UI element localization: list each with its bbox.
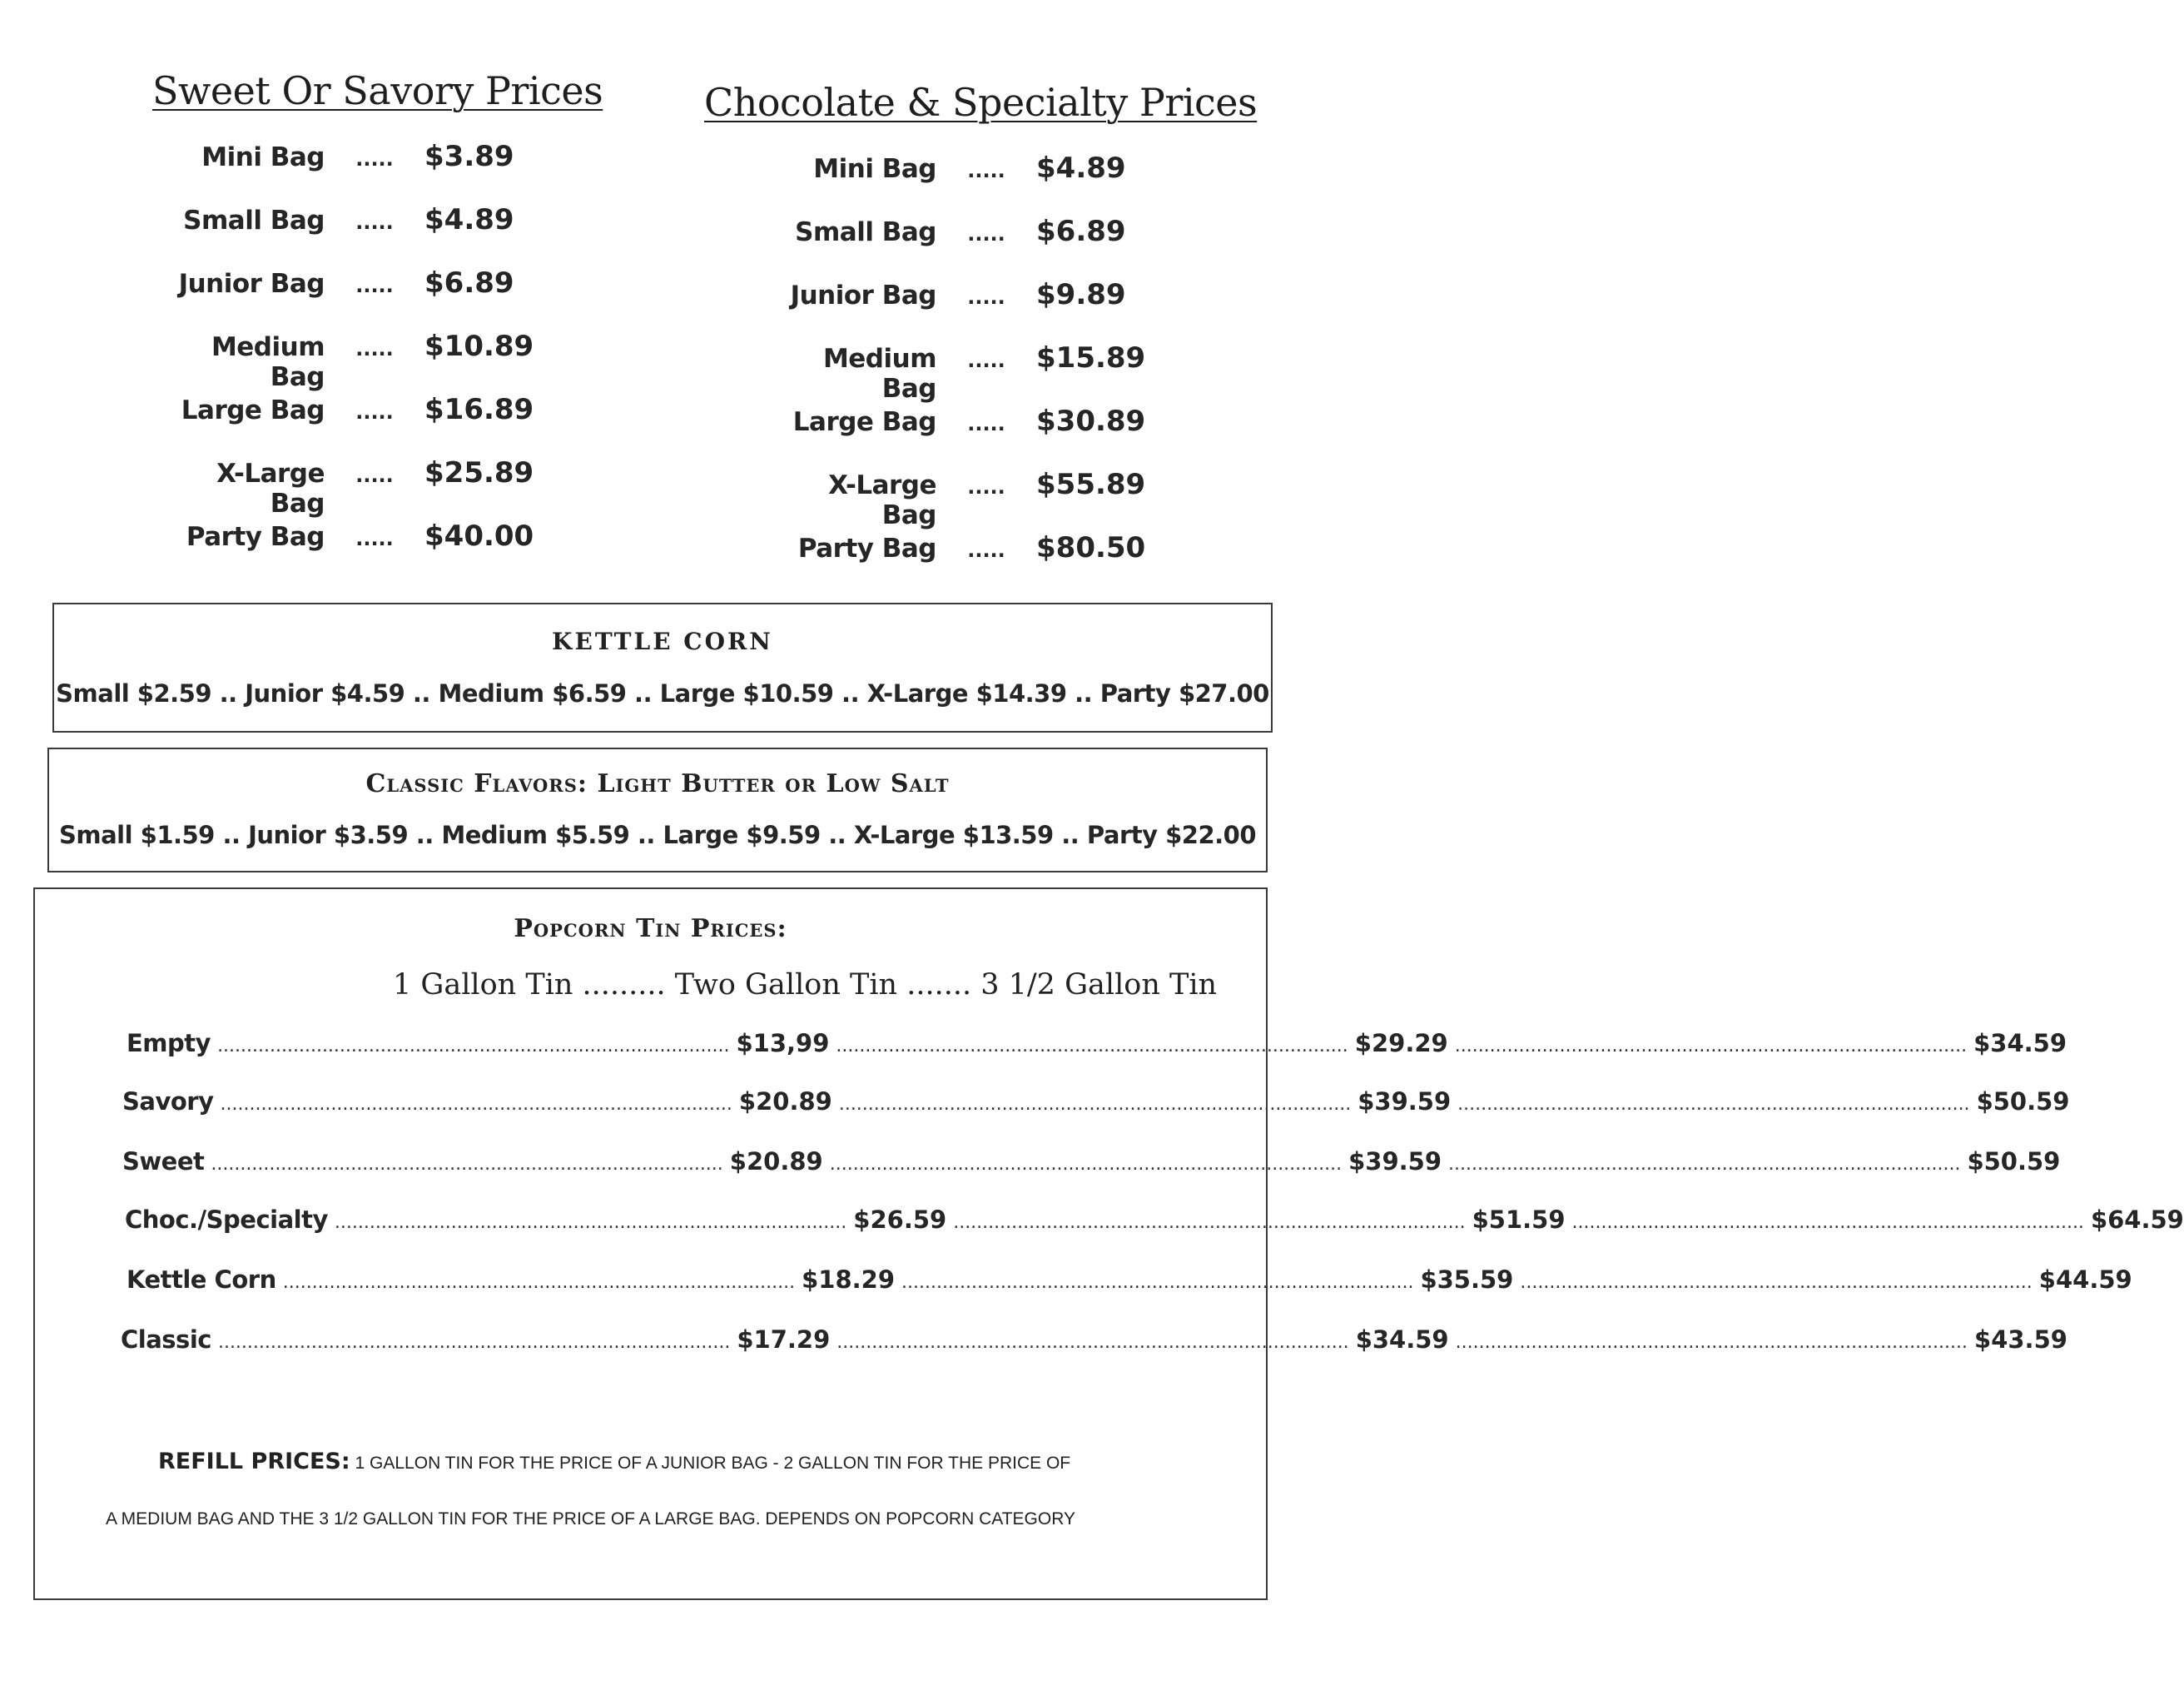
bag-price: $16.89 <box>424 393 534 426</box>
tin-price-1-gallon: $20.89 <box>738 1087 832 1116</box>
tin-size-header: 1 Gallon Tin ......... Two Gallon Tin ....... 3 1/2 Gallon Tin <box>393 968 1218 1002</box>
bag-price: $15.89 <box>1036 341 1146 375</box>
tin-row <box>127 1029 2067 1087</box>
kettle-corn-box <box>52 603 1273 733</box>
leader-dots: ........................................................................................ <box>334 1212 847 1233</box>
tin-price-2-gallon: $35.59 <box>1420 1265 1514 1294</box>
leader-dots: ..... <box>355 147 394 171</box>
tin-price-3-5-gallon: $34.59 <box>1973 1029 2067 1057</box>
bag-price: $6.89 <box>1036 215 1126 248</box>
classic-flavors-box <box>47 748 1268 872</box>
bag-size: X-Large Bag <box>828 470 936 530</box>
tin-category: Sweet <box>122 1147 205 1176</box>
tin-category: Savory <box>122 1087 214 1116</box>
leader-dots: ........................................................................................ <box>217 1036 730 1056</box>
popcorn-tin-title: Popcorn Tin Prices: <box>514 914 787 943</box>
leader-dots: ..... <box>355 400 394 424</box>
tin-row <box>121 1325 2067 1384</box>
tin-category: Kettle Corn <box>127 1265 276 1294</box>
bag-size: X-Large Bag <box>216 459 325 519</box>
refill-prices-label: REFILL PRICES: <box>158 1449 350 1474</box>
leader-dots: ........................................................................................ <box>836 1036 1348 1056</box>
bag-size: Party Bag <box>797 534 936 564</box>
leader-dots: ........................................................................................ <box>217 1332 731 1353</box>
price-row <box>770 215 1169 278</box>
leader-dots: ..... <box>967 412 1005 435</box>
tin-category: Classic <box>121 1325 211 1354</box>
price-row <box>770 531 1169 594</box>
bag-size: Medium Bag <box>822 344 936 404</box>
leader-dots: ..... <box>967 159 1005 182</box>
leader-dots: ........................................................................................ <box>1457 1094 1970 1115</box>
classic-flavors-title: Classic Flavors: Light Butter or Low Salt <box>365 769 950 798</box>
bag-size: Large Bag <box>181 395 325 425</box>
chocolate-specialty-price-list <box>770 152 1169 594</box>
bag-price: $4.89 <box>424 203 514 236</box>
tin-price-3-5-gallon: $50.59 <box>1976 1087 2070 1116</box>
leader-dots: ..... <box>967 475 1005 499</box>
leader-dots: ........................................................................................ <box>901 1272 1414 1293</box>
tin-price-3-5-gallon: $50.59 <box>1967 1147 2061 1176</box>
bag-price: $6.89 <box>424 266 514 300</box>
price-row <box>158 330 558 393</box>
leader-dots: ........................................................................................ <box>953 1212 1466 1233</box>
tin-row <box>122 1087 2070 1146</box>
price-row <box>770 152 1169 215</box>
leader-dots: ........................................................................................ <box>1448 1154 1961 1175</box>
bag-size: Mini Bag <box>813 154 936 184</box>
tin-price-1-gallon: $20.89 <box>729 1147 823 1176</box>
price-row <box>770 341 1169 405</box>
leader-dots: ..... <box>355 211 394 234</box>
price-row <box>770 405 1169 468</box>
leader-dots: ........................................................................................ <box>220 1094 732 1115</box>
price-row <box>770 468 1169 531</box>
price-row <box>158 393 558 456</box>
leader-dots: ..... <box>967 286 1005 309</box>
refill-prices-text: 1 GALLON TIN FOR THE PRICE OF A JUNIOR BAG - 2 GALLON TIN FOR THE PRICE OF <box>355 1454 1071 1473</box>
sweet-savory-title: Sweet Or Savory Prices <box>152 68 603 113</box>
tin-price-1-gallon: $17.29 <box>737 1325 831 1354</box>
leader-dots: ........................................................................................ <box>1571 1212 2084 1233</box>
leader-dots: ........................................................................................ <box>1520 1272 2033 1293</box>
leader-dots: ........................................................................................ <box>282 1272 796 1293</box>
tin-price-3-5-gallon: $44.59 <box>2038 1265 2132 1294</box>
leader-dots: ..... <box>967 539 1005 562</box>
price-row <box>158 203 558 266</box>
bag-price: $4.89 <box>1036 152 1126 185</box>
leader-dots: ..... <box>355 337 394 360</box>
leader-dots: ........................................................................................ <box>1455 1332 1968 1353</box>
leader-dots: ..... <box>355 274 394 297</box>
bag-size: Large Bag <box>792 407 936 437</box>
bag-size: Party Bag <box>186 522 325 552</box>
tin-category: Empty <box>127 1029 211 1057</box>
leader-dots: ........................................................................................ <box>211 1154 723 1175</box>
bag-price: $55.89 <box>1036 468 1146 501</box>
price-row <box>158 140 558 203</box>
tin-price-2-gallon: $39.59 <box>1348 1147 1442 1176</box>
refill-prices-line-2: A MEDIUM BAG AND THE 3 1/2 GALLON TIN FOR THE PRICE OF A LARGE BAG. DEPENDS ON POPCORN CATEGORY <box>106 1509 1075 1529</box>
tin-price-1-gallon: $26.59 <box>853 1205 947 1234</box>
tin-price-3-5-gallon: $43.59 <box>1974 1325 2067 1354</box>
bag-price: $40.00 <box>424 519 534 553</box>
bag-size: Mini Bag <box>201 142 325 172</box>
kettle-corn-title: KETTLE CORN <box>552 628 773 655</box>
bag-price: $30.89 <box>1036 405 1146 438</box>
leader-dots: ..... <box>967 349 1005 372</box>
tin-price-2-gallon: $29.29 <box>1354 1029 1448 1057</box>
tin-price-2-gallon: $51.59 <box>1472 1205 1566 1234</box>
bag-size: Small Bag <box>795 217 936 247</box>
bag-price: $25.89 <box>424 456 534 490</box>
tin-row <box>122 1147 2061 1205</box>
sweet-savory-price-list <box>158 140 558 583</box>
tin-price-2-gallon: $39.59 <box>1358 1087 1452 1116</box>
leader-dots: ........................................................................................ <box>1454 1036 1968 1056</box>
price-row <box>158 266 558 330</box>
tin-row <box>127 1265 2132 1324</box>
bag-price: $10.89 <box>424 330 534 363</box>
popcorn-tin-box <box>33 887 2184 1600</box>
price-row <box>158 456 558 519</box>
leader-dots: ..... <box>967 222 1005 246</box>
price-row <box>158 519 558 583</box>
refill-prices-line-1 <box>158 1449 1070 1474</box>
tin-row <box>125 1205 2184 1264</box>
chocolate-specialty-title: Chocolate & Specialty Prices <box>704 80 1258 125</box>
kettle-corn-prices: Small $2.59 .. Junior $4.59 .. Medium $6.59 .. Large $10.59 .. X-Large $14.39 .. Party $27.00 <box>56 679 1269 708</box>
tin-price-2-gallon: $34.59 <box>1355 1325 1449 1354</box>
tin-price-1-gallon: $18.29 <box>802 1265 896 1294</box>
bag-price: $9.89 <box>1036 278 1126 311</box>
leader-dots: ........................................................................................ <box>836 1332 1349 1353</box>
price-row <box>770 278 1169 341</box>
tin-category: Choc./Specialty <box>125 1205 328 1234</box>
tin-price-3-5-gallon: $64.59 <box>2090 1205 2184 1234</box>
bag-price: $80.50 <box>1036 531 1146 564</box>
leader-dots: ..... <box>355 527 394 550</box>
leader-dots: ........................................................................................ <box>829 1154 1343 1175</box>
bag-size: Medium Bag <box>211 332 325 392</box>
leader-dots: ........................................................................................ <box>838 1094 1352 1115</box>
bag-size: Junior Bag <box>178 269 325 299</box>
classic-flavors-prices: Small $1.59 .. Junior $3.59 .. Medium $5.59 .. Large $9.59 .. X-Large $13.59 .. Party $22.00 <box>58 821 1257 849</box>
bag-size: Small Bag <box>183 206 325 236</box>
bag-price: $3.89 <box>424 140 514 173</box>
leader-dots: ..... <box>355 464 394 487</box>
bag-size: Junior Bag <box>790 281 936 311</box>
tin-price-1-gallon: $13,99 <box>736 1029 830 1057</box>
